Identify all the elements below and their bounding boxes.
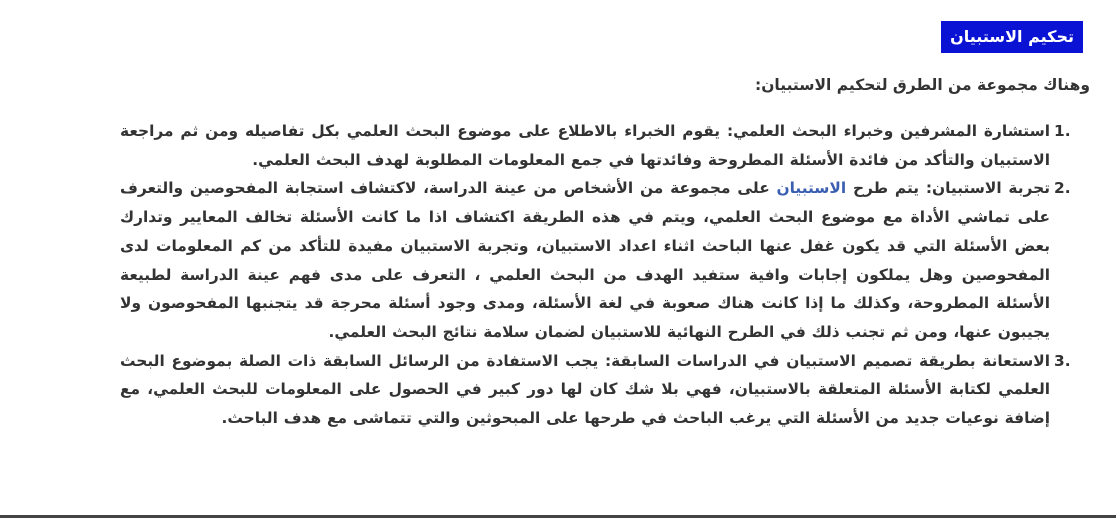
list-item-number: 2. [1054, 179, 1071, 198]
list-item [120, 347, 1080, 433]
list-item-number: 3. [1054, 351, 1071, 370]
questionnaire-link[interactable]: الاستبيان [776, 179, 847, 198]
list-item-text: استشارة المشرفين وخبراء البحث العلمي: يقوم الخبراء بالاطلاع على موضوع البحث العلمي بكل تفاصيله ومن ثم مراجعة الاستبيان والتأكد من فائدة الأسئلة المطروحة وفائدتها في جمع المعلومات المطلوبة لهدف البحث العلمي. [120, 122, 1050, 169]
list-item-text-end: على مجموعة من الأشخاص من عينة الدراسة، لاكتشاف استجابة المفحوصين والتعرف على تماشي الأداة مع موضوع البحث العلمي، ويتم في هذه الطريقة اكتشاف اذا ما كانت الأسئلة تخالف المعايير وتدارك بعض الأسئلة التي قد يكون غفل عنها الباحث اثناء اعداد الاستبيان، وتجربة الاستبيان مفيدة للتأكد من كم المعلومات لدى المفحوصين وهل يملكون إجابات وافية ستفيد الهدف من البحث العلمي ، التعرف على مدى فهم عينة الدراسة لطبيعة الأسئلة المطروحة، وكذلك ما إذا كانت هناك صعوبة في لغة الأسئلة، ومدى وجود أسئلة محرجة قد يتجنبها المفحوصون ولا يجيبون عنها، ومن ثم تجنب ذلك في الطرح النهائية للاستبيان لضمان سلامة نتائج البحث العلمي. [120, 179, 1050, 341]
list-item-text: الاستعانة بطريقة تصميم الاستبيان في الدراسات السابقة: يجب الاستفادة من الرسائل السابقة ذات الصلة بموضوع البحث العلمي لكتابة الأسئلة المتعلقة بالاستبيان، فهي بلا شك كان لها دور كبير في الحصول على المعلومات للبحث العلمي، مع إضافة نوعيات جديد من الأسئلة التي يرغب الباحث في طرحها على المبحوثين والتي تتماشى مع هدف الباحث. [120, 351, 1050, 428]
list-item-number: 1. [1054, 122, 1071, 140]
list-item-text-start: تجربة الاستبيان: يتم طرح [846, 179, 1050, 198]
section-heading: تحكيم الاستبيان [941, 21, 1083, 53]
intro-text: وهناك مجموعة من الطرق لتحكيم الاستبيان: [755, 76, 1090, 94]
list-item [120, 174, 1080, 346]
list-item [120, 117, 1080, 174]
bottom-divider [0, 515, 1116, 518]
method-list [120, 117, 1080, 433]
